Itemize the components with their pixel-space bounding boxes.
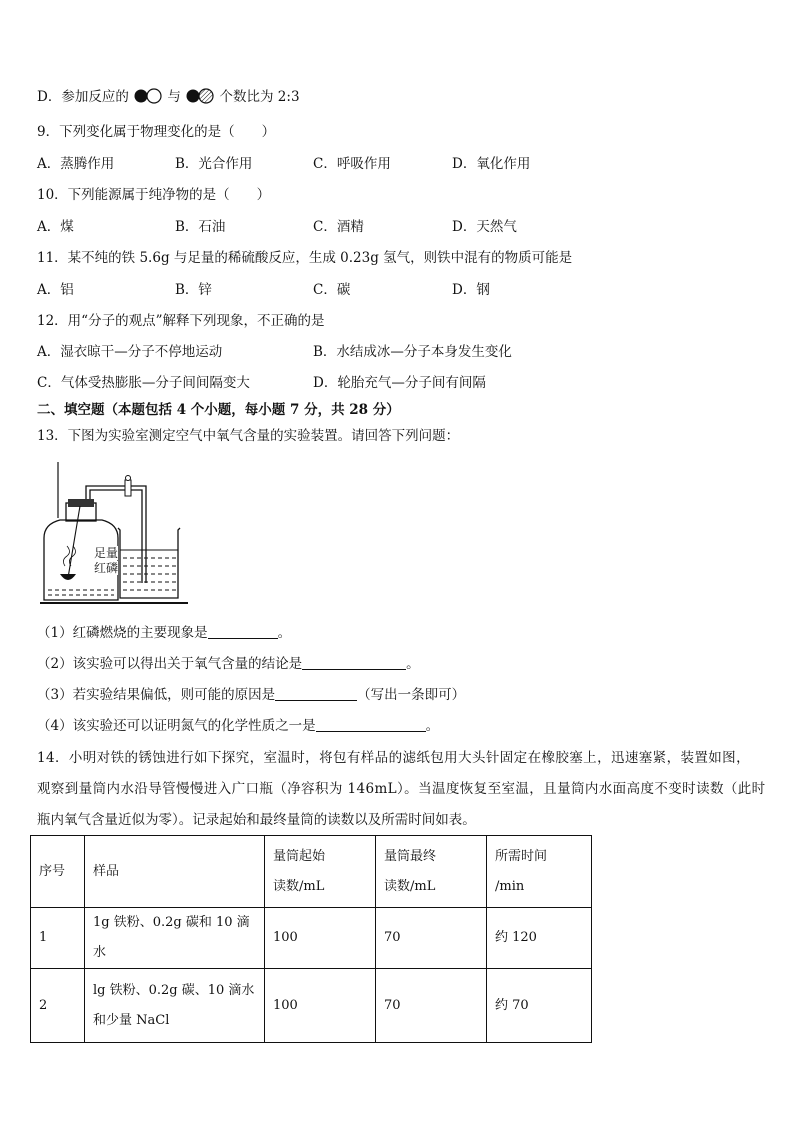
- q13-sub2-end: 。: [406, 656, 420, 672]
- answer-blank[interactable]: [316, 717, 426, 732]
- header-time: [487, 836, 592, 908]
- q12-option-d: D．轮胎充气—分子间有间隔: [313, 375, 486, 391]
- q13-sub1: [37, 624, 291, 642]
- header-time-line2: /min: [495, 878, 525, 894]
- q13-sub4-end: 。: [425, 718, 440, 734]
- header-end: [376, 836, 487, 908]
- q11-option-c: C．碳: [313, 282, 351, 298]
- q10-stem: 10．下列能源属于纯净物的是（ ）: [37, 187, 271, 203]
- q8-option-d: [37, 88, 300, 106]
- figure-label-line2: 红磷: [94, 561, 119, 575]
- q13-sub2-text: （2）该实验可以得出关于氧气含量的结论是: [37, 656, 303, 672]
- table-row: [31, 969, 592, 1043]
- q12-option-b: B．水结成冰—分子本身发生变化: [313, 344, 512, 360]
- section-title: 二、填空题（本题包括 4 个小题，每小题 7 分，共 28 分）: [37, 402, 400, 418]
- cell-time: 约 70: [487, 969, 592, 1043]
- q9-option-c: C．呼吸作用: [313, 156, 391, 172]
- q10-option-b: B．石油: [175, 219, 226, 235]
- q13-sub3: [37, 686, 465, 704]
- apparatus-diagram: [38, 458, 198, 608]
- q10-option-c: C．酒精: [313, 219, 364, 235]
- q14-line1: 14．小明对铁的锈蚀进行如下探究，室温时，将包有样品的滤纸包用大头针固定在橡胶塞上，迅速塞紧，装置如图，: [37, 750, 750, 766]
- header-time-line1: 所需时间: [495, 848, 548, 864]
- cell-end: 70: [376, 969, 487, 1043]
- cell-start: 100: [265, 969, 376, 1043]
- q9-option-a: A．蒸腾作用: [37, 156, 115, 172]
- q10-option-d: D．天然气: [452, 219, 517, 235]
- header-end-line1: 量筒最终: [384, 848, 437, 864]
- q13-sub1-end: 。: [277, 625, 292, 641]
- q13-sub3-end: （写出一条即可）: [357, 687, 466, 703]
- q14-line3: 瓶内氧气含量近似为零）。记录起始和最终量筒的读数以及所需时间如表。: [37, 812, 476, 828]
- q13-sub3-text: （3）若实验结果偏低，则可能的原因是: [37, 687, 276, 703]
- q11-option-b: B．锌: [175, 282, 212, 298]
- q13-sub1-text: （1）红磷燃烧的主要现象是: [37, 625, 208, 641]
- cell-sample-line2: 和少量 NaCl: [93, 1012, 170, 1028]
- molecule-black-white-icon: [133, 88, 163, 104]
- cell-no: 2: [31, 969, 85, 1043]
- q9-option-d: D．氧化作用: [452, 156, 531, 172]
- cell-sample: 1g 铁粉、0.2g 碳和 10 滴水: [85, 908, 265, 969]
- q12-stem: 12．用“分子的观点”解释下列现象，不正确的是: [37, 313, 325, 329]
- q13-stem: 13．下图为实验室测定空气中氧气含量的实验装置。请回答下列问题：: [37, 428, 460, 444]
- q11-stem: 11．某不纯的铁 5.6g 与足量的稀硫酸反应，生成 0.23g 氢气，则铁中混有的物质可能是: [37, 250, 573, 266]
- q8-d-mid: 与: [167, 89, 181, 105]
- q13-sub4-text: （4）该实验还可以证明氮气的化学性质之一是: [37, 718, 316, 734]
- header-start-line1: 量筒起始: [273, 848, 326, 864]
- header-start: [265, 836, 376, 908]
- q9-stem: 9．下列变化属于物理变化的是（ ）: [37, 124, 276, 140]
- header-start-line2: 读数/mL: [273, 878, 325, 894]
- answer-blank[interactable]: [302, 655, 406, 670]
- table-header-row: [31, 836, 592, 908]
- answer-blank[interactable]: [275, 686, 357, 701]
- header-end-line2: 读数/mL: [384, 878, 436, 894]
- data-table: [30, 835, 592, 1043]
- table-row: [31, 908, 592, 969]
- figure-label-line1: 足量: [94, 546, 119, 560]
- cell-start: 100: [265, 908, 376, 969]
- header-sample: 样品: [85, 836, 265, 908]
- q12-option-a: A．湿衣晾干—分子不停地运动: [37, 344, 223, 360]
- header-no: 序号: [31, 836, 85, 908]
- q8-d-prefix: D．参加反应的: [37, 89, 129, 105]
- q11-option-a: A．铝: [37, 282, 74, 298]
- q9-option-b: B．光合作用: [175, 156, 253, 172]
- cell-sample: [85, 969, 265, 1043]
- cell-end: 70: [376, 908, 487, 969]
- cell-sample-line1: lg 铁粉、0.2g 碳、10 滴水: [93, 982, 255, 998]
- q11-option-d: D．钢: [452, 282, 490, 298]
- answer-blank[interactable]: [208, 624, 278, 639]
- cell-time: 约 120: [487, 908, 592, 969]
- q10-option-a: A．煤: [37, 219, 74, 235]
- q13-sub4: [37, 717, 439, 735]
- molecule-black-hatched-icon: [185, 88, 215, 104]
- cell-no: 1: [31, 908, 85, 969]
- q12-option-c: C．气体受热膨胀—分子间间隔变大: [37, 375, 250, 391]
- q14-line2: 观察到量筒内水沿导管慢慢进入广口瓶（净容积为 146mL）。当温度恢复至室温，且量筒内水面高度不变时读数（此时: [37, 781, 766, 797]
- q13-sub2: [37, 655, 420, 673]
- q8-d-suffix: 个数比为 2:3: [219, 89, 300, 105]
